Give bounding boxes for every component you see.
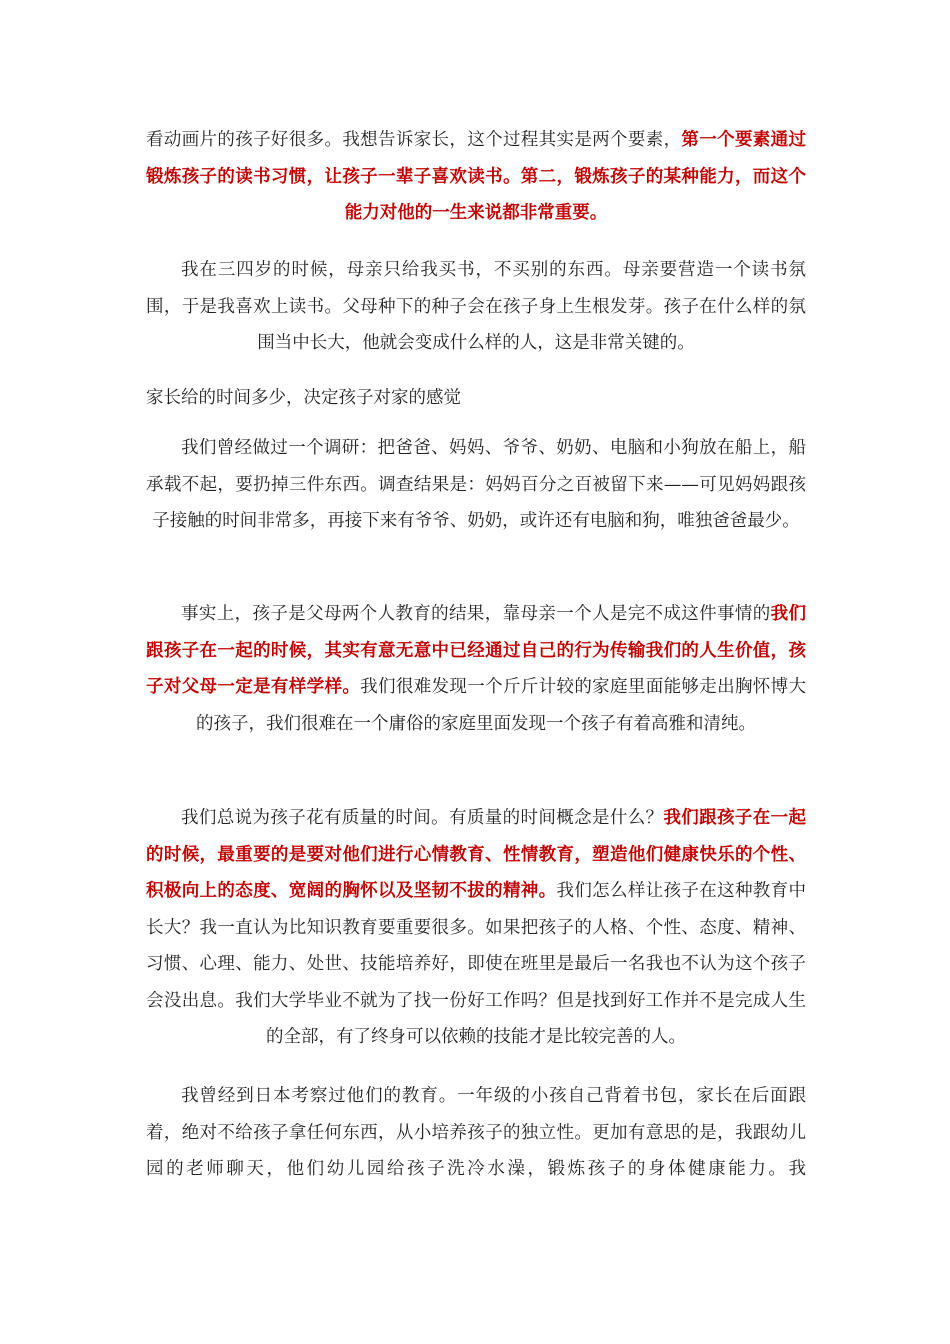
text-run: 我们怎么样让孩子在这种教育中长大？我一直认为比知识教育要重要很多。如果把孩子的人格、个性、态度、精神、习惯、心理、能力、处世、技能培养好，即使在班里是最后一名我也不认为这个孩子会没出息。我们大学毕业不就为了找一份好工作吗？但是找到好工作并不是完成人生的全部，有了终身可以依赖的技能才是比较完善的人。 [146,881,806,1047]
paragraph-parent-education [146,596,806,742]
paragraph-reading-habit [146,122,806,232]
highlighted-text: 第一个要素通过锻炼孩子的读书习惯，让孩子一辈子喜欢读书。第二，锻炼孩子的某种能力，而这个能力对他的一生来说都非常重要。 [146,130,807,223]
text-run: 看动画片的孩子好很多。我想告诉家长，这个过程其实是两个要素， [146,130,682,150]
paragraph-survey [146,430,806,540]
text-run: 我在三四岁的时候，母亲只给我买书，不买别的东西。母亲要营造一个读书氛围，于是我喜欢上读书。父母种下的种子会在孩子身上生根发芽。孩子在什么样的氛围当中长大，他就会变成什么样的人，这是非常关键的。 [146,260,806,353]
text-run: 我们总说为孩子花有质量的时间。有质量的时间概念是什么？ [181,808,664,828]
text-run: 我们曾经做过一个调研：把爸爸、妈妈、爷爷、奶奶、电脑和小狗放在船上，船承载不起，要扔掉三件东西。调查结果是：妈妈百分之百被留下来——可见妈妈跟孩子接触的时间非常多，再接下来有爷爷、奶奶，或许还有电脑和狗，唯独爸爸最少。 [146,438,806,531]
text-run: 我们很难发现一个斤斤计较的家庭里面能够走出胸怀博大的孩子，我们很难在一个庸俗的家庭里面发现一个孩子有着高雅和清纯。 [196,677,807,734]
text-run: 我曾经到日本考察过他们的教育。一年级的小孩自己背着书包，家长在后面跟着，绝对不给孩子拿任何东西，从小培养孩子的独立性。更加有意思的是，我跟幼儿园的老师聊天，他们幼儿园给孩子洗冷水澡，锻炼孩子的身体健康能力。我 [146,1086,806,1179]
section-heading: 家长给的时间多少，决定孩子对家的感觉 [146,388,461,408]
paragraph-quality-time [146,800,806,1056]
text-run: 事实上，孩子是父母两个人教育的结果，靠母亲一个人是完不成这件事情的 [181,604,771,624]
highlighted-text: 我们跟孩子在一起的时候，最重要的是要对他们进行心情教育、性情教育，塑造他们健康快乐的个性、积极向上的态度、宽阔的胸怀以及坚韧不拔的精神。 [146,808,807,901]
paragraph-reading-atmosphere [146,252,806,362]
paragraph-japan-education [146,1078,806,1188]
highlighted-text: 我们跟孩子在一起的时候，其实有意无意中已经通过自己的行为传输我们的人生价值，孩子对父母一定是有样学样。 [146,604,807,697]
